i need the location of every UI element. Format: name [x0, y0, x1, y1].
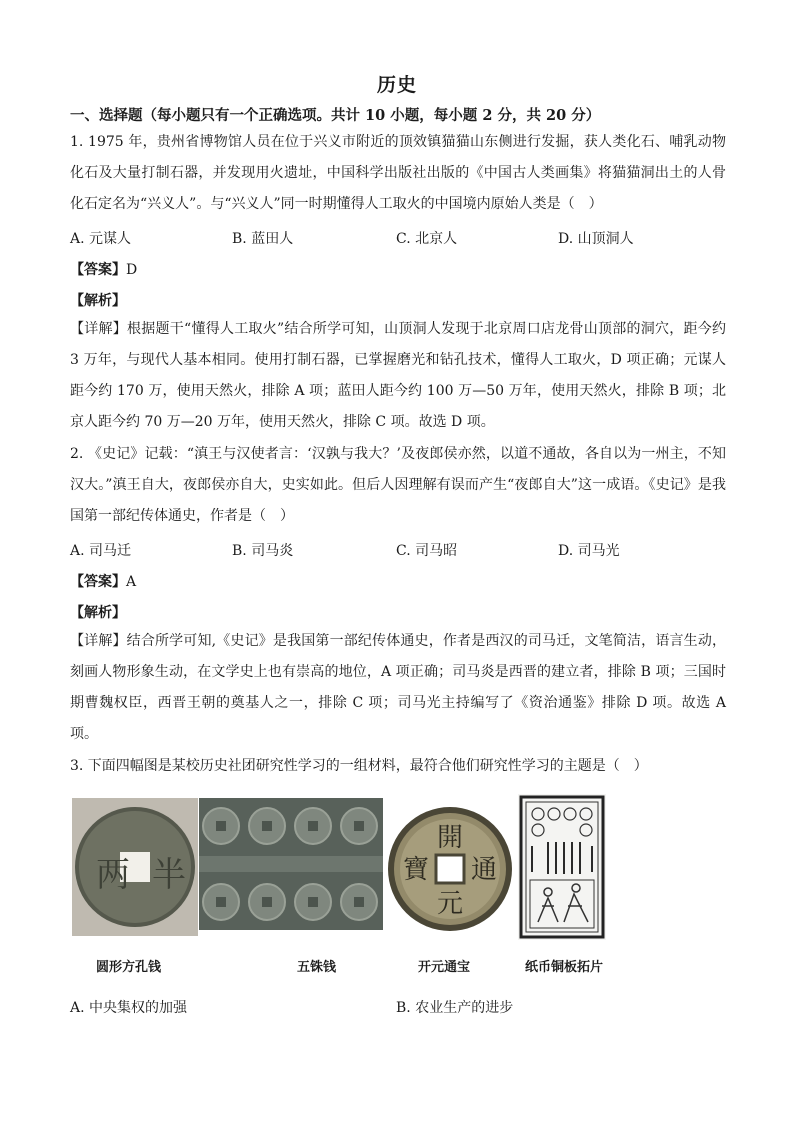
coin-glyph-left: 寶 — [402, 855, 430, 885]
kaiyuan-coin-icon — [386, 798, 514, 940]
paper-money-rubbing-icon — [518, 794, 606, 940]
option-a[interactable]: A. 中央集权的加强 — [70, 1000, 188, 1016]
coin-glyph-top: 開 — [436, 823, 464, 853]
question-1-options — [70, 228, 726, 250]
option-b[interactable]: B. 农业生产的进步 — [396, 1000, 514, 1016]
figure-caption-3: 开元通宝 — [418, 960, 471, 975]
question-2-options — [70, 540, 726, 562]
question-3-options — [70, 997, 726, 1019]
wuzhu-coin-mold-icon — [199, 798, 383, 930]
question-3-stem: 3. 下面四幅图是某校历史社团研究性学习的一组材料，最符合他们研究性学习的主题是（ ） — [70, 758, 648, 774]
question-1-stem: 1. 1975 年，贵州省博物馆人员在位于兴义市附近的顶效镇猫猫山东侧进行发掘，获人类化石、哺乳动物化石及大量打制石器，并发现用火遗址，中国科学出版社出版的《中国古人类画集》将猫猫洞出土的人骨化石定名为“兴义人”。与“兴义人”同一时期懂得人工取火的中国境内原始人类是（ ） — [70, 134, 726, 212]
coin-glyph-right: 通 — [470, 855, 498, 885]
answer-line-2 — [70, 571, 136, 591]
option-d[interactable]: D. 山顶洞人 — [558, 231, 634, 247]
question-2-detail: 【详解】结合所学可知,《史记》是我国第一部纪传体通史，作者是西汉的司马迁，文笔简洁，语言生动，刻画人物形象生动，在文学史上也有崇高的地位，A 项正确；司马炎是西晋的建立者，排除 B 项；三国时期曹魏权臣，西晋王朝的奠基人之一，排除 C 项；司马光主持编写了《资治通鉴》排除 D 项。故选 A 项。 — [70, 633, 726, 742]
option-a[interactable]: A. 元谋人 — [70, 231, 132, 247]
option-a[interactable]: A. 司马迁 — [70, 543, 132, 559]
answer-line-1 — [70, 259, 137, 279]
coin-glyph-bottom: 元 — [436, 889, 464, 919]
page-title: 历史 — [376, 74, 417, 96]
section-heading: 一、选择题（每小题只有一个正确选项。共计 10 小题，每小题 2 分，共 20 分） — [70, 107, 601, 124]
option-c[interactable]: C. 司马昭 — [396, 543, 458, 559]
question-1-detail: 【详解】根据题干“懂得人工取火”结合所学可知，山顶洞人发现于北京周口店龙骨山顶部的洞穴，距今约 3 万年，与现代人基本相同。使用打制石器，已掌握磨光和钻孔技术，懂得人工取火，D 项正确；元谋人距今约 170 万，使用天然火，排除 A 项；蓝田人距今约 100 万—50 万年，使用天然火，排除 B 项；北京人距今约 70 万—20 万年，使用天然火，排除 C 项。故选 D 项。 — [70, 321, 726, 430]
answer-label: 【答案】 — [70, 574, 126, 590]
coin-glyph-left: 两 — [96, 855, 130, 895]
option-c[interactable]: C. 北京人 — [396, 231, 458, 247]
figure-caption-4: 纸币铜板拓片 — [525, 960, 604, 975]
question-2-stem: 2. 《史记》记载：“滇王与汉使者言：‘汉孰与我大？’及夜郎侯亦然，以道不通故，各自以为一州主，不知汉大。”滇王自大，夜郎侯亦自大，史实如此。但后人因理解有误而产生“夜郎自大”这一成语。《史记》是我国第一部纪传体通史，作者是（ ） — [70, 446, 726, 524]
analysis-label-2: 【解析】 — [70, 605, 126, 621]
figure-caption-2: 五铢钱 — [297, 960, 337, 975]
option-d[interactable]: D. 司马光 — [558, 543, 620, 559]
option-b[interactable]: B. 司马炎 — [232, 543, 294, 559]
answer-value: A — [126, 574, 137, 590]
option-b[interactable]: B. 蓝田人 — [232, 231, 294, 247]
round-square-hole-coin-icon — [72, 798, 198, 936]
analysis-label-1: 【解析】 — [70, 293, 126, 309]
figure-caption-1: 圆形方孔钱 — [96, 960, 162, 975]
coin-glyph-right: 半 — [152, 855, 186, 895]
answer-value: D — [126, 262, 138, 278]
answer-label: 【答案】 — [70, 262, 126, 278]
